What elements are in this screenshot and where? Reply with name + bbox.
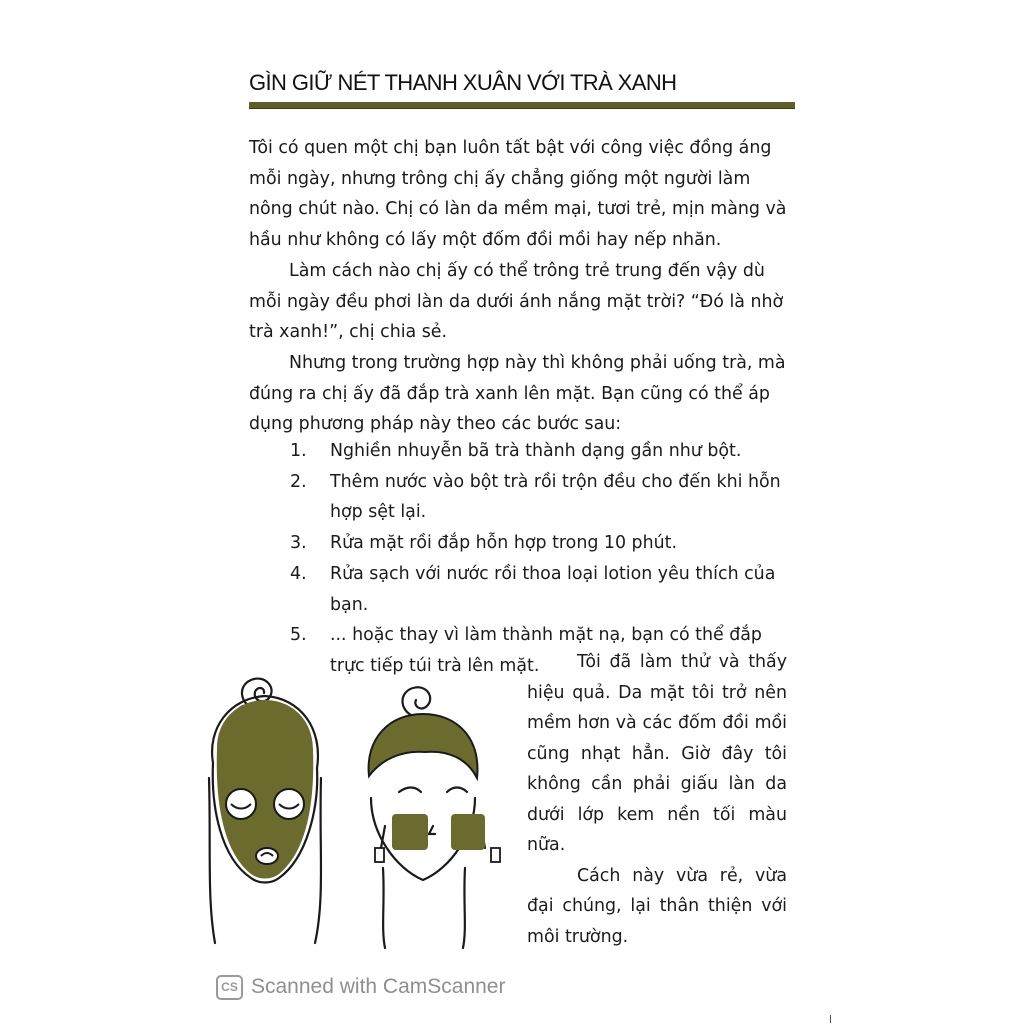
- camscanner-watermark: [216, 972, 505, 1002]
- side-paragraph-1: Tôi đã làm thử và thấy hiệu quả. Da mặt tôi trở nên mềm hơn và các đốm đồi mồi cũng nhạt hẳn. Giờ đây tôi không cần phải giấu làn da dưới lớp kem nền tối màu nữa.: [527, 652, 787, 855]
- step-item: [249, 467, 797, 528]
- steps-list: [249, 436, 797, 682]
- step-number: 2.: [290, 471, 307, 492]
- hair-shape: [369, 714, 478, 778]
- paragraph-3: Nhưng trong trường hợp này thì không phải uống trà, mà đúng ra chị ấy đã đắp trà xanh lên mặt. Bạn cũng có thể áp dụng phương pháp này theo các bước sau:: [249, 353, 786, 435]
- paragraph-1: Tôi có quen một chị bạn luôn tất bật với công việc đồng áng mỗi ngày, nhưng trông chị ấy chẳng giống một người làm nông chút nào. Chị có làn da mềm mại, tươi trẻ, mịn màng và hầu như không có lấy một đốm đồi mồi hay nếp nhăn.: [249, 138, 787, 251]
- step-item: [249, 528, 797, 559]
- step-text: ... hoặc thay vì làm thành mặt nạ, bạn có thể đắp trực tiếp túi trà lên mặt.: [330, 625, 762, 676]
- step-number: 5.: [290, 625, 307, 646]
- page-edge-mark: [830, 1015, 831, 1023]
- title-underline: [249, 102, 795, 109]
- step-item: [249, 559, 797, 620]
- step-text: Rửa sạch với nước rồi thoa loại lotion yêu thích của bạn.: [330, 563, 776, 615]
- side-paragraph-2: Cách này vừa rẻ, vừa đại chúng, lại thân thiện với môi trường.: [527, 865, 787, 947]
- step-text: Rửa mặt rồi đắp hỗn hợp trong 10 phút.: [330, 533, 677, 554]
- teabag-right: [451, 814, 485, 850]
- teabag-left: [392, 814, 428, 850]
- watermark-text: Scanned with CamScanner: [251, 975, 506, 998]
- step-text: Nghiền nhuyễn bã trà thành dạng gần như bột.: [330, 441, 742, 461]
- paragraph-2: Làm cách nào chị ấy có thể trông trẻ trung đến vậy dù mỗi ngày đều phơi làn da dưới ánh nắng mặt trời? “Đó là nhờ trà xanh!”, chị chia sẻ.: [249, 261, 784, 343]
- camscanner-logo-icon: CS: [216, 975, 243, 1000]
- step-number: 1.: [290, 441, 307, 461]
- step-number: 3.: [290, 533, 307, 554]
- page-title: GÌN GIỮ NÉT THANH XUÂN VỚI TRÀ XANH: [249, 70, 677, 95]
- step-number: 4.: [290, 563, 307, 584]
- teabag-tags: [375, 848, 500, 862]
- face-mask-illustration: [185, 658, 515, 958]
- step-item: [249, 436, 797, 467]
- side-text: [527, 647, 787, 952]
- step-text: Thêm nước vào bột trà rồi trộn đều cho đến khi hỗn hợp sệt lại.: [330, 471, 781, 523]
